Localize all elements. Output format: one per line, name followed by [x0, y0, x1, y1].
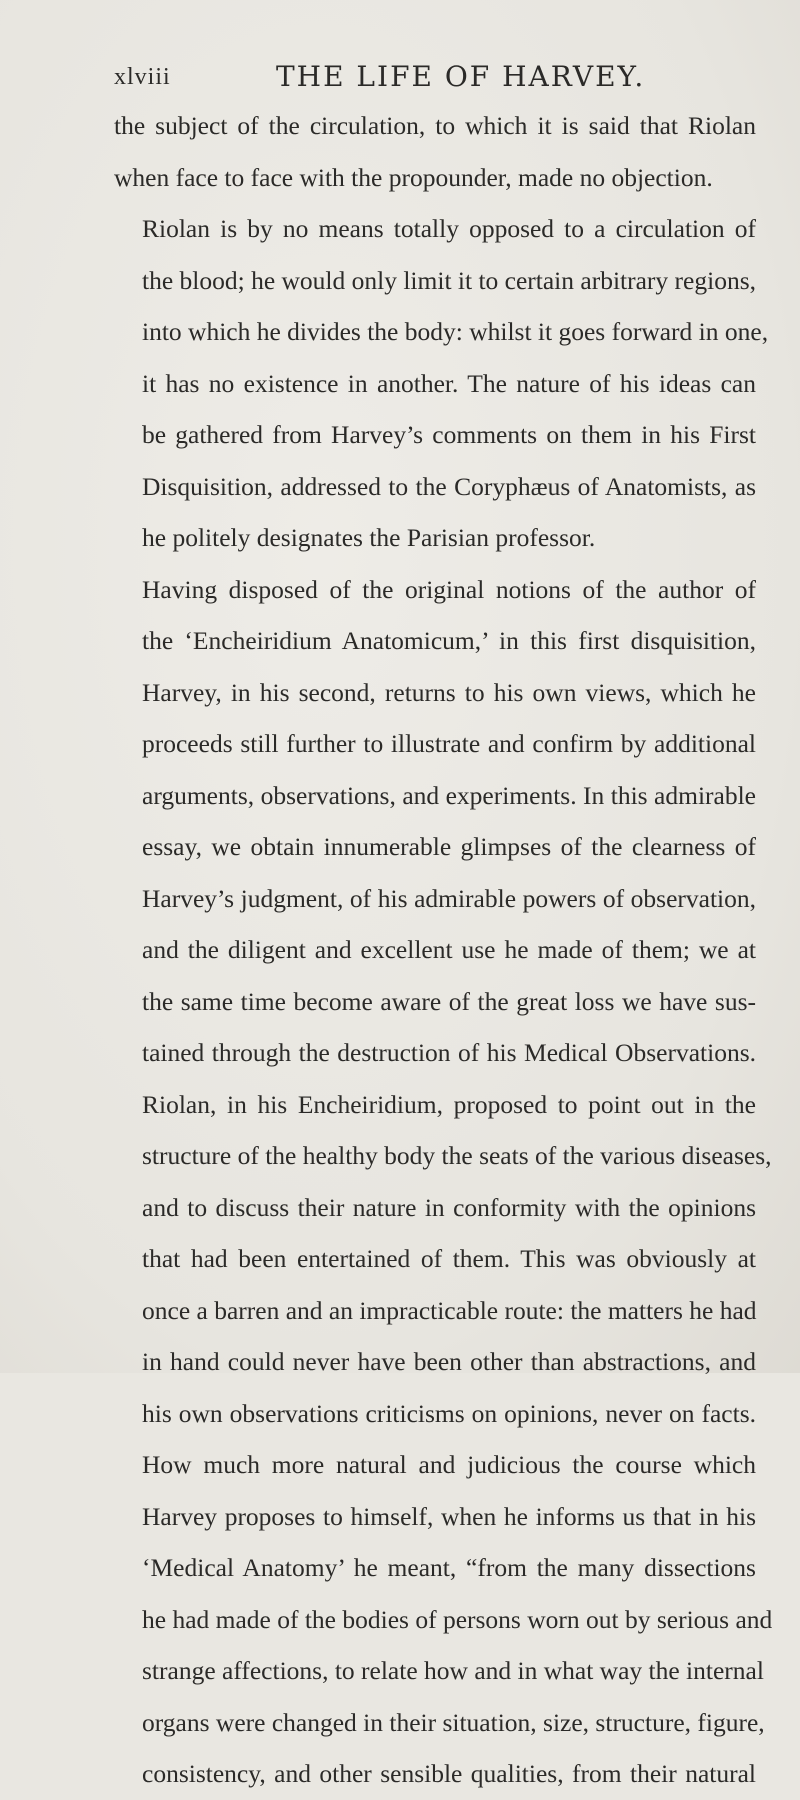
text-line: the subject of the circulation, to which it is said that Riolan	[114, 111, 756, 140]
text-line: it has no existence in another. The nature of his ideas can	[142, 368, 756, 398]
text-line: into which he divides the body: whilst it goes forward in one,	[142, 317, 769, 346]
running-head	[114, 54, 756, 94]
text-line: consistency, and other sensible qualities, from their natural	[142, 1759, 756, 1788]
text-line: ‘Medical Anatomy’ he meant, “from the many dissections	[142, 1553, 756, 1582]
text-line: tained through the destruction of his Medical Observations.	[142, 1038, 756, 1067]
text-line: in hand could never have been other than abstractions, and	[142, 1347, 756, 1376]
text-line: Harvey’s judgment, of his admirable powers of observation,	[142, 883, 756, 913]
text-line: Riolan is by no means totally opposed to a circulation of	[142, 214, 756, 243]
text-line: structure of the healthy body the seats of the various diseases,	[142, 1141, 772, 1170]
text-line: he had made of the bodies of persons worn out by serious and	[142, 1604, 773, 1634]
text-line: that had been entertained of them. This was obviously at	[142, 1244, 756, 1273]
text-line: How much more natural and judicious the course which	[142, 1450, 756, 1479]
text-line: essay, we obtain innumerable glimpses of the clearness of	[142, 832, 756, 861]
text-line: and the diligent and excellent use he made of them; we at	[142, 935, 756, 964]
text-line: organs were changed in their situation, size, structure, figure,	[142, 1707, 765, 1737]
text-line: Harvey proposes to himself, when he informs us that in his	[142, 1501, 756, 1531]
text-line: when face to face with the propounder, made no objection.	[114, 162, 713, 192]
text-line: the blood; he would only limit it to certain arbitrary regions,	[142, 265, 756, 295]
text-line: once a barren and an impracticable route: the matters he had	[142, 1295, 757, 1325]
text-line: proceeds still further to illustrate and confirm by additional	[142, 729, 756, 758]
paragraph	[114, 100, 756, 203]
text-line: the same time become aware of the great loss we have sus-	[142, 986, 756, 1016]
text-line: Disquisition, addressed to the Coryphæus of Anatomists, as	[142, 471, 756, 501]
text-line: Having disposed of the original notions of the author of	[142, 574, 756, 604]
paragraph	[114, 203, 769, 564]
page-number: xlviii	[114, 64, 171, 90]
text-line: he politely designates the Parisian professor.	[142, 523, 596, 552]
text-line: arguments, observations, and experiments. In this admirable	[142, 780, 756, 810]
body-text	[114, 100, 773, 1800]
text-line: and to discuss their nature in conformity with the opinions	[142, 1192, 756, 1222]
paragraph	[114, 564, 773, 1800]
text-line: Harvey, in his second, returns to his own views, which he	[142, 677, 756, 707]
running-title: THE LIFE OF HARVEY.	[276, 60, 646, 93]
text-line: strange affections, to relate how and in what way the internal	[142, 1656, 764, 1685]
text-line: his own observations criticisms on opinions, never on facts.	[142, 1398, 756, 1428]
text-line: be gathered from Harvey’s comments on them in his First	[142, 420, 756, 449]
text-line: Riolan, in his Encheiridium, proposed to point out in the	[142, 1089, 756, 1119]
text-line: the ‘Encheiridium Anatomicum,’ in this first disquisition,	[142, 626, 756, 655]
